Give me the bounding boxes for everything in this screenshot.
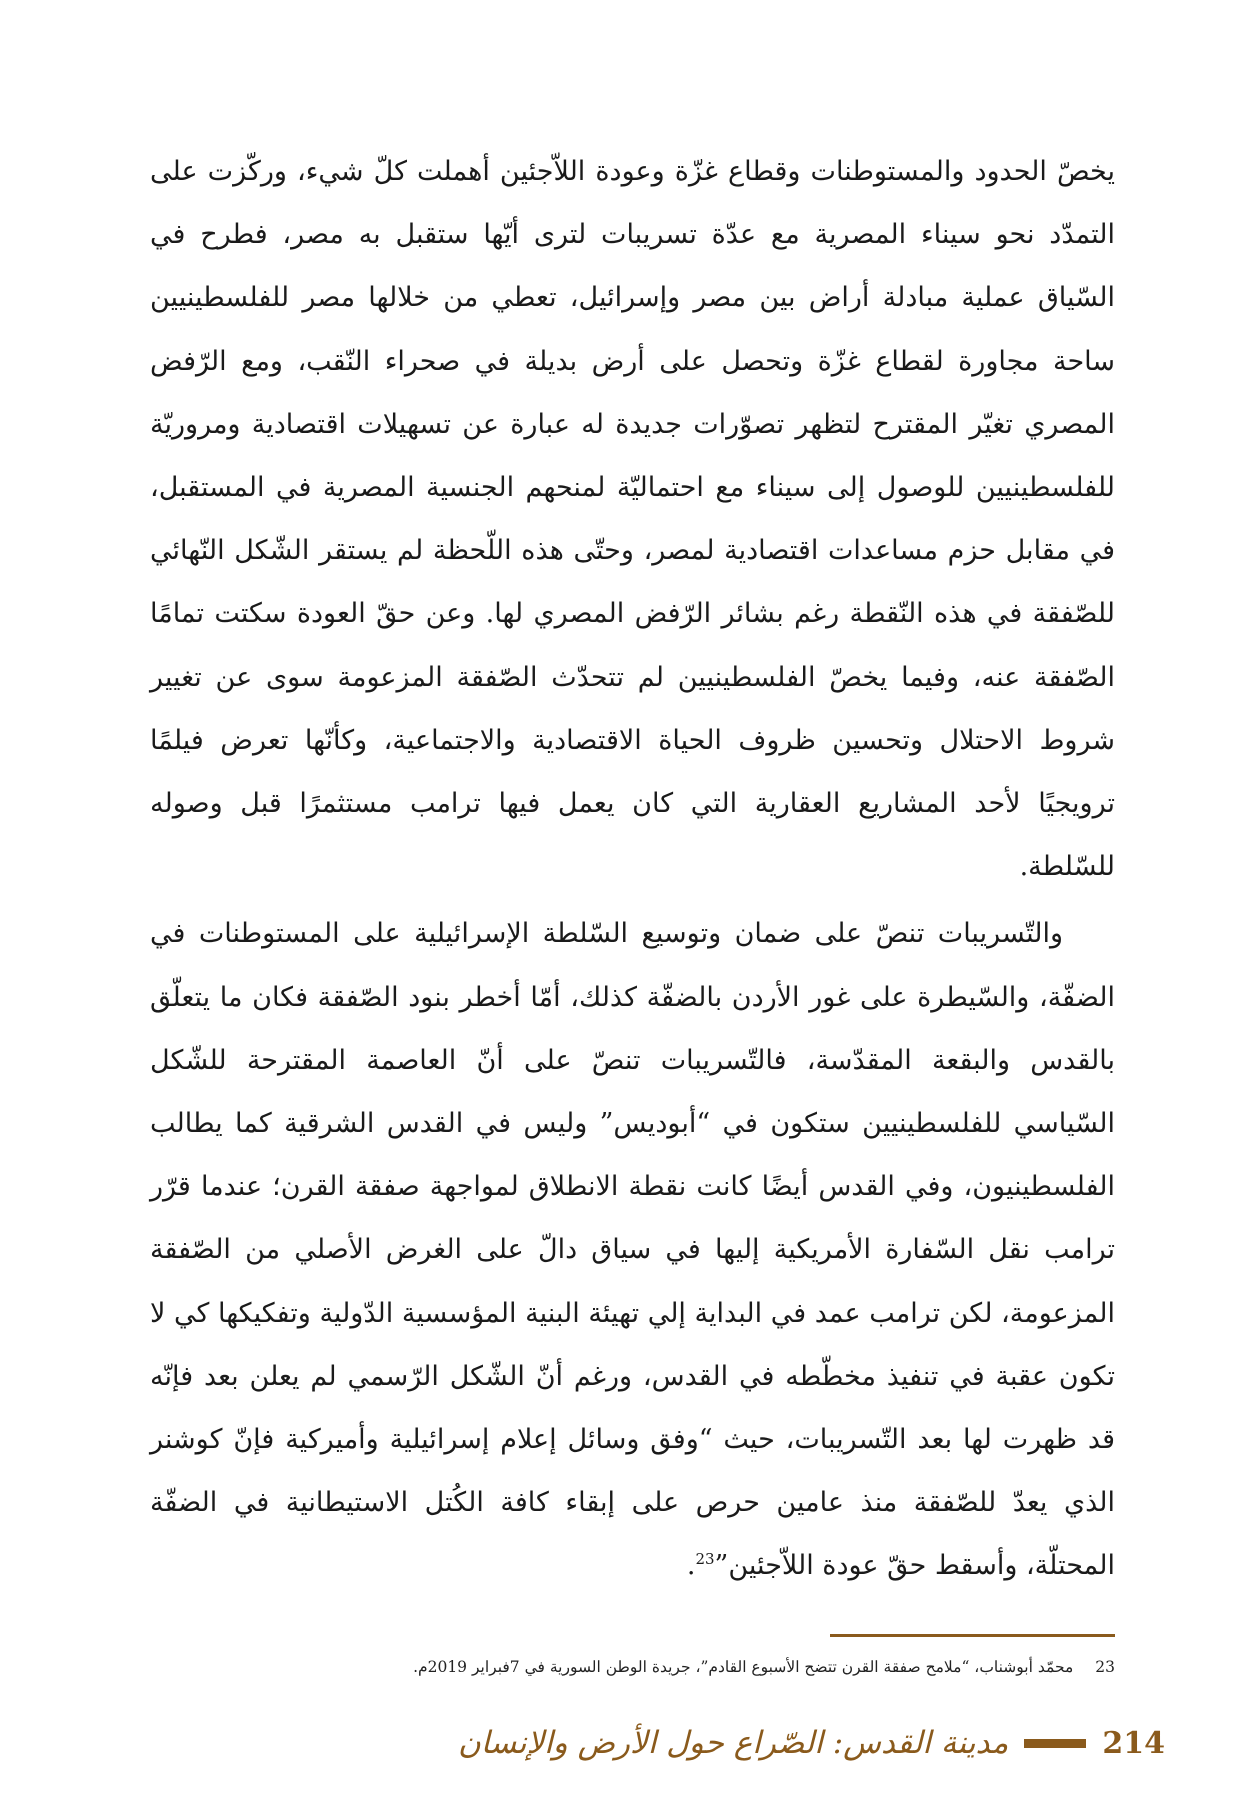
body-text: [150, 140, 1115, 1598]
footnote-reference[interactable]: 23: [695, 1550, 715, 1569]
paragraph-text: والتّسريبات تنصّ على ضمان وتوسيع السّلطة الإسرائيلية على المستوطنات في الضفّة، والسّيطرة على غور الأردن بالضفّة كذلك، أمّا أخطر بنود الصّفقة فكان ما يتعلّق بالقدس والبقعة المقدّسة، فالتّسريبات تنصّ على أنّ العاصمة المقترحة للشّكل السّياسي للفلسطينيين ستكون في “أبوديس” وليس في القدس الشرقية كما يطالب الفلسطينيون، وفي القدس أيضًا كانت نقطة الانطلاق لمواجهة صفقة القرن؛ عندما قرّر ترامب نقل السّفارة الأمريكية إليها في سياق دالّ على الغرض الأصلي من الصّفقة المزعومة، لكن ترامب عمد في البداية إلي تهيئة البنية المؤسسية الدّولية وتفكيكها كي لا تكون عقبة في تنفيذ مخطّطه في القدس، ورغم أنّ الشّكل الرّسمي لم يعلن بعد فإنّه قد ظهرت لها بعد التّسريبات، حيث “وفق وسائل إعلام إسرائيلية وأميركية فإنّ كوشنر الذي يعدّ للصّفقة منذ عامين حرص على إبقاء كافة الكُتل الاستيطانية في الضفّة المحتلّة، وأسقط حقّ عودة اللاّجئين”: [150, 918, 1115, 1582]
paragraph-end: .: [686, 1550, 696, 1582]
paragraph: [150, 902, 1115, 1597]
page-footer: [458, 1718, 1165, 1768]
paragraph-text: يخصّ الحدود والمستوطنات وقطاع غزّة وعودة اللاّجئين أهملت كلّ شيء، وركّزت على التمدّد نحو سيناء المصرية مع عدّة تسريبات لترى أيّها ستقبل به مصر، فطرح في السّياق عملية مبادلة أراض بين مصر وإسرائيل، تعطي من خلالها مصر للفلسطينيين ساحة مجاورة لقطاع غزّة وتحصل على أرض بديلة في صحراء النّقب، ومع الرّفض المصري تغيّر المقترح لتظهر تصوّرات جديدة له عبارة عن تسهيلات اقتصادية ومروريّة للفلسطينيين للوصول إلى سيناء مع احتماليّة لمنحهم الجنسية المصرية في المستقبل، في مقابل حزم مساعدات اقتصادية لمصر، وحتّى هذه اللّحظة لم يستقر الشّكل النّهائي للصّفقة في هذه النّقطة رغم بشائر الرّفض المصري لها. وعن حقّ العودة سكتت تمامًا الصّفقة عنه، وفيما يخصّ الفلسطينيين لم تتحدّث الصّفقة المزعومة سوى عن تغيير شروط الاحتلال وتحسين ظروف الحياة الاقتصادية والاجتماعية، وكأنّها تعرض فيلمًا ترويجيًا لأحد المشاريع العقارية التي كان يعمل فيها ترامب مستثمرًا قبل وصوله للسّلطة.: [150, 156, 1115, 883]
footnote-number: 23: [1095, 1658, 1115, 1676]
footnote-text: محمّد أبوشناب، “ملامح صفقة القرن تتضح الأسبوع القادم”، جريدة الوطن السورية في 7فبراير 2019م.: [413, 1658, 1074, 1676]
paragraph: [150, 140, 1115, 898]
footer-decorative-bar: [1024, 1739, 1086, 1748]
footnote: [150, 1655, 1115, 1679]
book-title: مدينة القدس: الصّراع حول الأرض والإنسان: [457, 1725, 1009, 1761]
footnote-divider: [830, 1634, 1115, 1637]
page-number: 214: [1102, 1725, 1165, 1761]
